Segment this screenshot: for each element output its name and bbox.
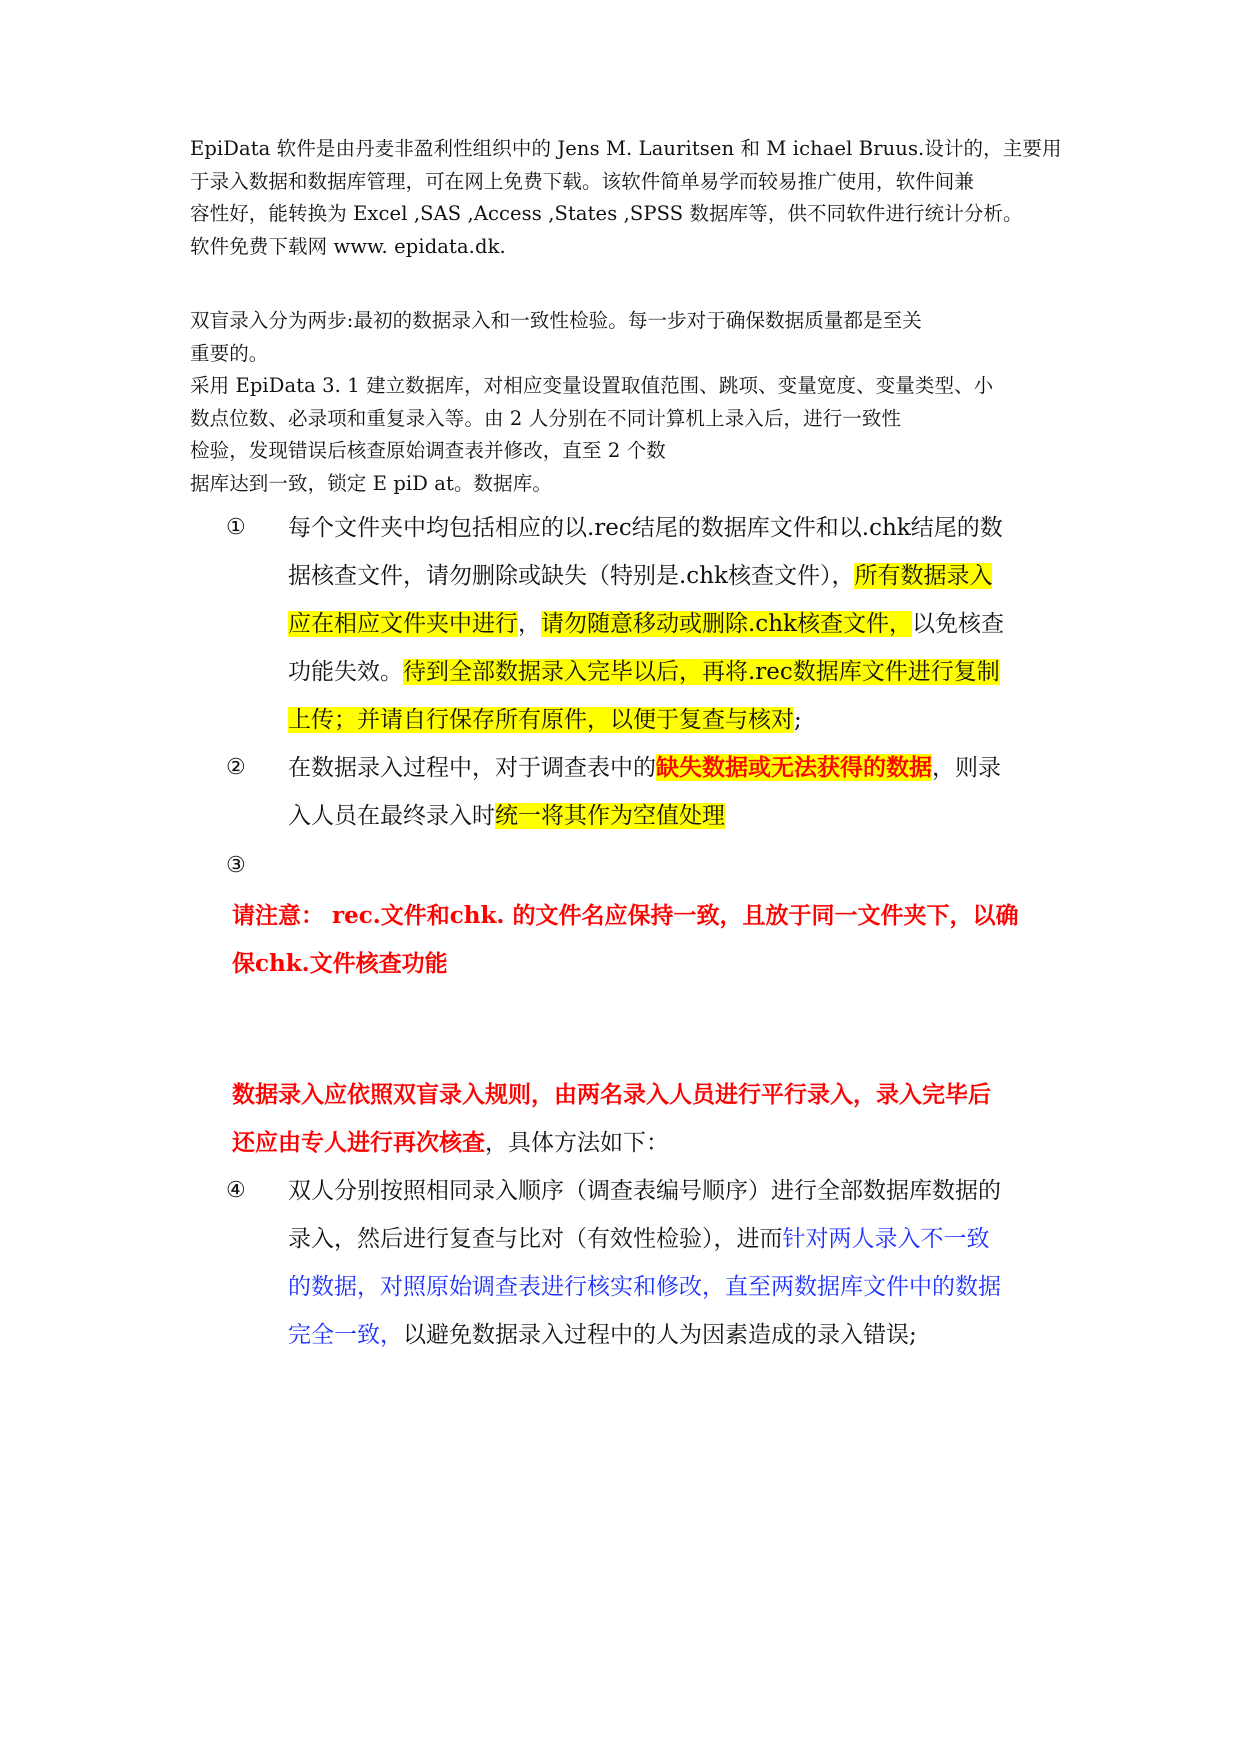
item-text-plain: 功能失效。 [288, 659, 403, 685]
para-line: 采用 EpiData 3. 1 建立数据库，对相应变量设置取值范围、跳项、变量宽度、变量类型、小 [190, 374, 994, 397]
item-text-plain: 以免核查 [911, 611, 1004, 637]
para-line: 检验，发现错误后核查原始调查表并修改，直至 2 个数 [190, 439, 666, 462]
note-line: 保chk.文件核查功能 [232, 950, 448, 977]
highlighted-text: 所有数据录入 [854, 563, 993, 589]
highlighted-text: 请勿随意移动或删除.chk核查文件， [541, 611, 912, 637]
para-line: 双盲录入分为两步:最初的数据录入和一致性检验。每一步对于确保数据质量都是至关 [190, 309, 922, 332]
item-text-plain: ，则录 [932, 755, 1001, 781]
highlighted-red-text: 缺失数据或无法获得的数据 [656, 754, 932, 781]
highlighted-text: 待到全部数据录入完毕以后，再将.rec数据库文件进行复制 [403, 659, 1000, 685]
item-text-plain: 以避免数据录入过程中的人为因素造成的录入错误; [403, 1322, 917, 1348]
item-text-plain: 在数据录入过程中，对于调查表中的 [288, 755, 656, 781]
intro-line: 于录入数据和数据库管理，可在网上免费下载。该软件简单易学而较易推广使用，软件间兼 [190, 169, 975, 193]
note-line: 请注意： rec.文件和chk. 的文件名应保持一致，且放于同一文件夹下，以确 [232, 902, 1019, 929]
item-number: ③ [226, 853, 246, 878]
note-text-plain: ，具体方法如下： [485, 1130, 669, 1156]
item-line [288, 552, 1088, 600]
item-text-plain: ， [518, 611, 541, 637]
double-entry-paragraph [190, 305, 1070, 500]
item-text-plain: 录入，然后进行复查与比对（有效性检验），进而 [288, 1226, 783, 1252]
item-number: ② [226, 755, 246, 780]
item-line [288, 696, 1088, 744]
para-line: 据库达到一致，锁定 E piD at。数据库。 [190, 471, 552, 495]
method-note [232, 1071, 1092, 1167]
item-number: ① [226, 515, 246, 540]
note-line: 数据录入应依照双盲录入规则，由两名录入人员进行平行录入，录入完毕后 [232, 1081, 991, 1108]
item-number: ④ [226, 1178, 246, 1203]
intro-line: EpiData 软件是由丹麦非盈利性组织中的 Jens M. Lauritsen 和 M ichael Bruus.设计的，主要用 [190, 137, 1062, 160]
item-line [288, 1311, 1088, 1359]
intro-paragraph [190, 133, 1070, 263]
item-text [288, 1167, 1088, 1359]
item-line [288, 792, 1088, 840]
item-line [288, 1215, 1088, 1263]
red-text: 还应由专人进行再次核查 [232, 1129, 485, 1156]
blue-text: 完全一致， [288, 1322, 403, 1348]
item-line [288, 600, 1088, 648]
warning-note [232, 892, 1092, 988]
item-text [288, 744, 1088, 840]
para-line: 重要的。 [190, 341, 269, 365]
highlighted-text: 统一将其作为空值处理 [495, 803, 725, 829]
item-text-plain: ; [794, 707, 802, 733]
intro-line: 软件免费下载网 www. epidata.dk. [190, 234, 506, 258]
item-text [288, 504, 1088, 744]
item-line: 的数据，对照原始调查表进行核实和修改，直至两数据库文件中的数据 [288, 1274, 1001, 1300]
blue-text: 针对两人录入不一致 [782, 1226, 990, 1252]
item-line [288, 744, 1088, 792]
item-line: 双人分别按照相同录入顺序（调查表编号顺序）进行全部数据库数据的 [288, 1178, 1001, 1204]
highlighted-text: 应在相应文件夹中进行 [288, 611, 518, 637]
item-text-plain: 据核查文件，请勿删除或缺失（特别是.chk核查文件）， [288, 563, 855, 589]
item-line [288, 648, 1088, 696]
item-text-plain: 入人员在最终录入时 [288, 803, 495, 829]
note-line [232, 1119, 1092, 1167]
item-line: 每个文件夹中均包括相应的以.rec结尾的数据库文件和以.chk结尾的数 [288, 515, 1003, 541]
intro-line: 容性好，能转换为 Excel ,SAS ,Access ,States ,SPSS 数据库等，供不同软件进行统计分析。 [190, 202, 1023, 225]
para-line: 数点位数、必录项和重复录入等。由 2 人分别在不同计算机上录入后，进行一致性 [190, 406, 902, 430]
highlighted-text: 上传；并请自行保存所有原件，以便于复查与核对 [288, 707, 794, 733]
